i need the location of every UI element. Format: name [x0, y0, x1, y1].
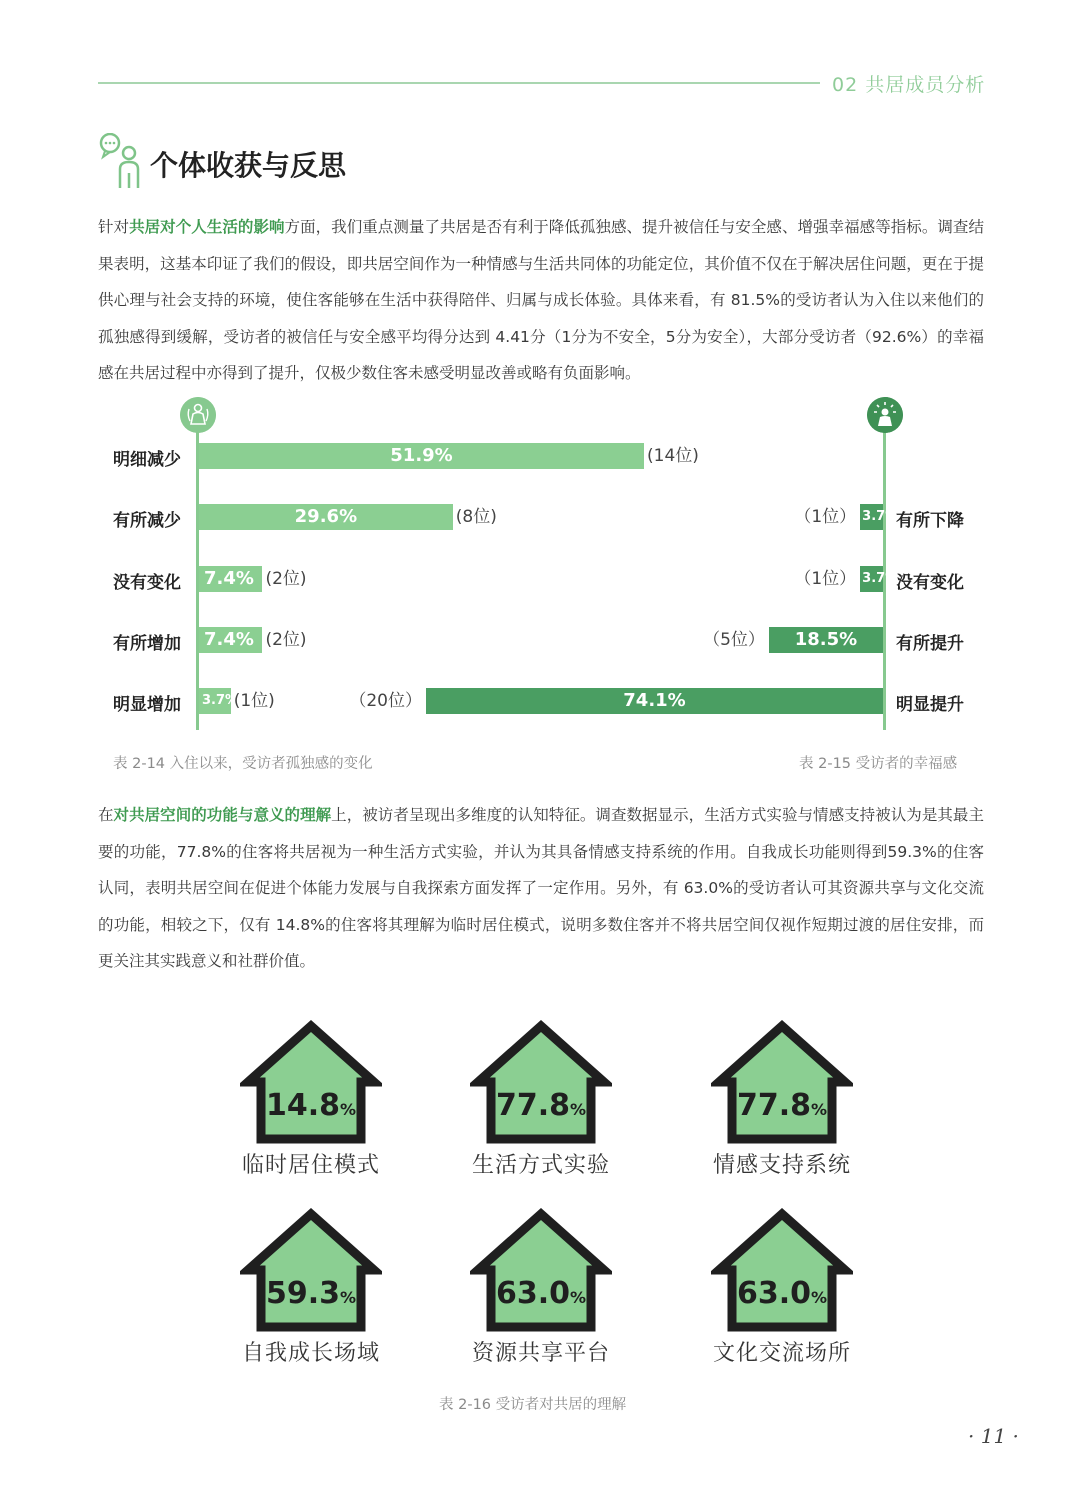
happiness-value-label: 18.5%: [794, 628, 858, 650]
loneliness-value-label: 7.4%: [204, 628, 254, 650]
loneliness-category-label: 明细减少: [113, 450, 181, 470]
happiness-count-label: （5位）: [703, 629, 765, 650]
house-icon: [240, 1208, 382, 1334]
happiness-count-label: （20位）: [349, 691, 422, 712]
loneliness-count-label: (2位): [265, 568, 307, 589]
happiness-category-label: 有所下降: [896, 511, 964, 532]
loneliness-category-label: 明显增加: [113, 695, 181, 716]
understanding-highlight: 对共居空间的功能与意义的理解: [113, 806, 332, 824]
house-icon: [470, 1208, 612, 1334]
happiness-bar: [860, 566, 899, 592]
house-value-unit: %: [811, 1100, 828, 1119]
house-value-number: 77.8: [495, 1088, 570, 1123]
happiness-value-label: 3.7%: [862, 570, 899, 586]
house-value: [711, 1276, 853, 1311]
header-rule: [98, 82, 820, 84]
happiness-chart-caption: 表 2-15 受访者的幸福感: [799, 756, 958, 772]
house-icon: [240, 1020, 382, 1146]
happiness-bar: [860, 504, 899, 530]
happiness-category-label: 有所提升: [896, 633, 964, 654]
loneliness-value-label: 29.6%: [294, 506, 358, 528]
house-value-unit: %: [570, 1100, 587, 1119]
house-card: [240, 1208, 382, 1378]
house-label: 生活方式实验: [471, 1153, 610, 1178]
happiness-category-label: 明显提升: [896, 695, 964, 716]
house-value-number: 63.0: [736, 1276, 811, 1311]
page-number: · 11 ·: [968, 1424, 1019, 1448]
house-value: [711, 1088, 853, 1123]
house-value-number: 63.0: [495, 1276, 570, 1311]
intro-highlight: 共居对个人生活的影响: [129, 218, 285, 236]
house-value-number: 14.8: [265, 1088, 340, 1123]
happiness-bar: [769, 627, 883, 653]
intro-paragraph: 针对共居对个人生活的影响方面，我们重点测量了共居是否有利于降低孤独感、提升被信任与安全感、增强幸福感等指标。调查结果表明，这基本印证了我们的假设，即共居空间作为一种情感与生活共同体的功能定位，其价值不仅在于解决居住问题，更在于提供心理与社会支持的环境，使住客能够在生活中获得陪伴、归属与成长体验。具体来看，有 81.5%的受访者认为入住以来他们的孤独感得到缓解，受访者的被信任与安全感平均得分达到 4.41分（1分为不安全，5分为安全），大部分受访者（92.6%）的幸福感在共居过程中亦得到了提升，仅极少数住客未感受明显改善或略有负面影响。: [98, 218, 984, 382]
loneliness-bar: [199, 504, 453, 530]
happiness-value-label: 3.7%: [862, 509, 899, 525]
house-value: [470, 1088, 612, 1123]
house-label: 情感支持系统: [712, 1153, 851, 1178]
happiness-count-label: （1位）: [794, 568, 857, 589]
happiness-value-label: 74.1%: [623, 690, 686, 712]
house-icon: [711, 1208, 853, 1334]
house-value-number: 59.3: [265, 1276, 340, 1311]
house-card: [711, 1020, 853, 1190]
house-icon: [711, 1020, 853, 1146]
house-value: [240, 1088, 382, 1123]
loneliness-count-label: (14位): [647, 446, 699, 466]
loneliness-count-label: (8位): [455, 507, 497, 528]
house-label: 自我成长场域: [241, 1341, 380, 1366]
loneliness-value-label: 51.9%: [390, 445, 453, 466]
houses-caption: 表 2-16 受访者对共居的理解: [439, 1397, 627, 1413]
house-icon: [470, 1020, 612, 1146]
happy-person-icon: [867, 397, 903, 433]
loneliness-bar: [199, 688, 239, 714]
house-value-unit: %: [340, 1288, 357, 1307]
house-label: 资源共享平台: [471, 1341, 610, 1366]
house-card: [240, 1020, 382, 1190]
loneliness-value-label: 3.7%: [202, 693, 239, 709]
loneliness-chart-caption: 表 2-14 入住以来，受访者孤独感的变化: [113, 756, 373, 772]
happiness-category-label: 没有变化: [896, 572, 964, 593]
house-value-unit: %: [570, 1288, 587, 1307]
loneliness-bar: [199, 443, 644, 469]
speech-person-icon: [98, 133, 146, 191]
house-label: 临时居住模式: [241, 1153, 380, 1178]
loneliness-bar: [199, 566, 262, 592]
header-section-label: 02 共居成员分析: [832, 74, 986, 96]
calm-person-icon: [180, 397, 216, 433]
house-card: [470, 1208, 612, 1378]
section-title: 个体收获与反思: [150, 149, 347, 182]
house-value: [470, 1276, 612, 1311]
house-value-unit: %: [340, 1100, 357, 1119]
house-value: [240, 1276, 382, 1311]
house-value-number: 77.8: [736, 1088, 811, 1123]
loneliness-count-label: (1位): [233, 691, 275, 712]
house-label: 文化交流场所: [712, 1341, 851, 1366]
house-card: [470, 1020, 612, 1190]
loneliness-count-label: (2位): [265, 629, 307, 650]
loneliness-happiness-chart: [0, 395, 1080, 795]
happiness-bar: [426, 688, 883, 714]
understanding-paragraph: 在对共居空间的功能与意义的理解上，被访者呈现出多维度的认知特征。调查数据显示，生活方式实验与情感支持被认为是其最主要的功能，77.8%的住客将共居视为一种生活方式实验，并认为其具备情感支持系统的作用。自我成长功能则得到59.3%的住客认同，表明共居空间在促进个体能力发展与自我探索方面发挥了一定作用。另外，有 63.0%的受访者认可其资源共享与文化交流的功能，相较之下，仅有 14.8%的住客将其理解为临时居住模式，说明多数住客并不将共居空间仅视作短期过渡的居住安排，而更关注其实践意义和社群价值。: [98, 806, 984, 970]
house-value-unit: %: [811, 1288, 828, 1307]
happiness-count-label: （1位）: [794, 507, 857, 528]
house-card: [711, 1208, 853, 1378]
loneliness-value-label: 7.4%: [204, 567, 254, 589]
loneliness-category-label: 有所减少: [113, 511, 181, 532]
loneliness-category-label: 没有变化: [113, 572, 181, 593]
loneliness-bar: [199, 627, 262, 653]
loneliness-category-label: 有所增加: [113, 633, 181, 654]
